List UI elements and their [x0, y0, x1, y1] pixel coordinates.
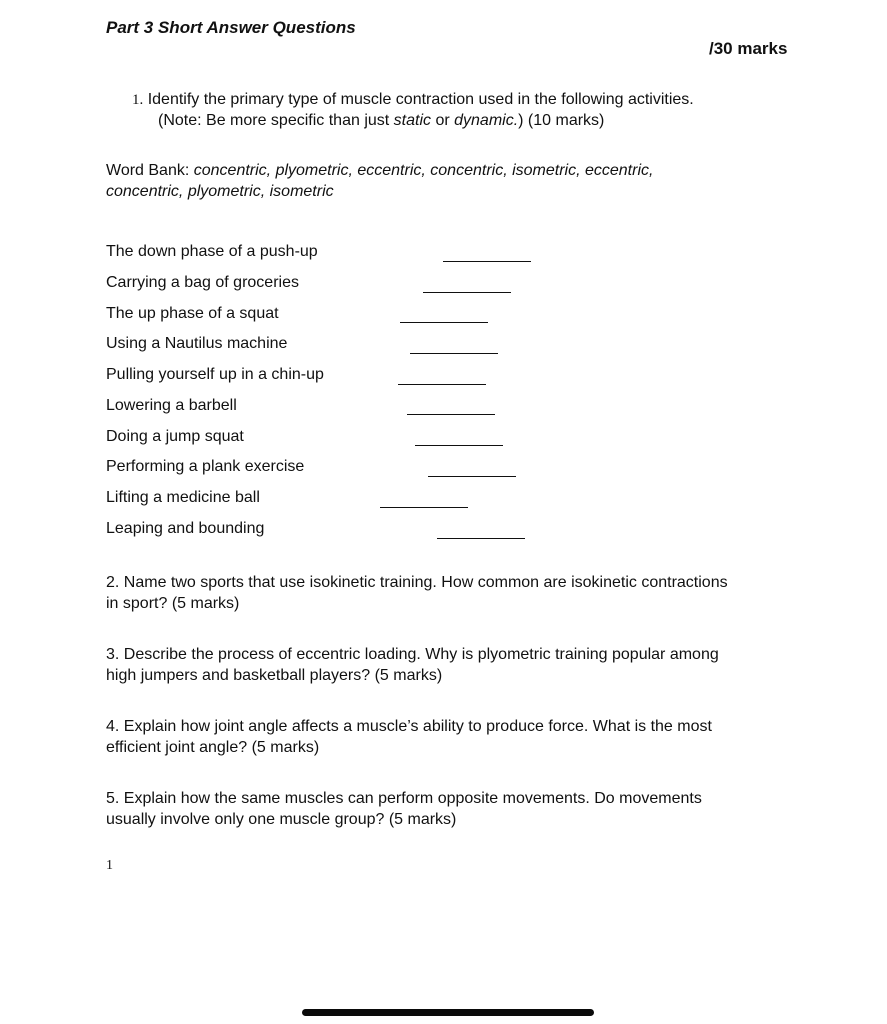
question-1-text: Identify the primary type of muscle contraction used in the following activities.: [147, 91, 694, 108]
question-5-line-2: usually involve only one muscle group? (5 marks): [106, 811, 457, 828]
answer-blank[interactable]: [407, 414, 495, 415]
note-or: or: [431, 112, 455, 129]
activity-label: Pulling yourself up in a chin-up: [106, 366, 324, 383]
question-3-line-1: 3. Describe the process of eccentric loading. Why is plyometric training popular among: [106, 646, 719, 663]
answer-blank[interactable]: [400, 322, 488, 323]
answer-blank[interactable]: [423, 292, 511, 293]
note-static: static: [393, 112, 431, 129]
note-dynamic: dynamic.: [454, 112, 519, 129]
question-2: [106, 572, 728, 614]
activity-label: The down phase of a push-up: [106, 243, 318, 260]
question-4: [106, 716, 712, 758]
word-bank: [106, 162, 653, 180]
section-heading: Part 3 Short Answer Questions: [106, 18, 356, 37]
question-2-line-2: in sport? (5 marks): [106, 595, 240, 612]
question-5: [106, 788, 702, 830]
question-3-line-2: high jumpers and basketball players? (5 marks): [106, 667, 443, 684]
word-bank-label: Word Bank:: [106, 162, 194, 179]
word-bank-words-1: concentric, plyometric, eccentric, concentric, isometric, eccentric,: [193, 162, 654, 179]
answer-blank[interactable]: [380, 507, 468, 508]
activity-label: Performing a plank exercise: [106, 458, 305, 475]
note-suffix: ) (10 marks): [518, 112, 605, 129]
question-3: [106, 644, 719, 686]
answer-blank[interactable]: [415, 445, 503, 446]
activity-label: Leaping and bounding: [106, 520, 265, 537]
note-prefix: (Note: Be more specific than just: [158, 112, 394, 129]
question-1-number: 1.: [132, 92, 144, 108]
activity-label: Doing a jump squat: [106, 428, 244, 445]
question-4-line-1: 4. Explain how joint angle affects a muscle’s ability to produce force. What is the most: [106, 718, 712, 735]
page-number: 1: [106, 858, 113, 873]
question-2-line-1: 2. Name two sports that use isokinetic training. How common are isokinetic contractions: [106, 574, 728, 591]
answer-blank[interactable]: [443, 261, 531, 262]
activity-label: Using a Nautilus machine: [106, 335, 288, 352]
question-1-prompt: [132, 91, 694, 109]
activity-label: The up phase of a squat: [106, 305, 279, 322]
answer-blank[interactable]: [428, 476, 516, 477]
answer-blank[interactable]: [398, 384, 486, 385]
word-bank-words-2: concentric, plyometric, isometric: [106, 183, 334, 200]
home-indicator-bar[interactable]: [302, 1009, 594, 1016]
activity-label: Lifting a medicine ball: [106, 489, 260, 506]
activity-label: Carrying a bag of groceries: [106, 274, 299, 291]
activity-label: Lowering a barbell: [106, 397, 237, 414]
question-4-line-2: efficient joint angle? (5 marks): [106, 739, 320, 756]
question-1-note: [158, 112, 604, 130]
total-marks: /30 marks: [709, 39, 788, 58]
answer-blank[interactable]: [437, 538, 525, 539]
answer-blank[interactable]: [410, 353, 498, 354]
question-5-line-1: 5. Explain how the same muscles can perform opposite movements. Do movements: [106, 790, 702, 807]
